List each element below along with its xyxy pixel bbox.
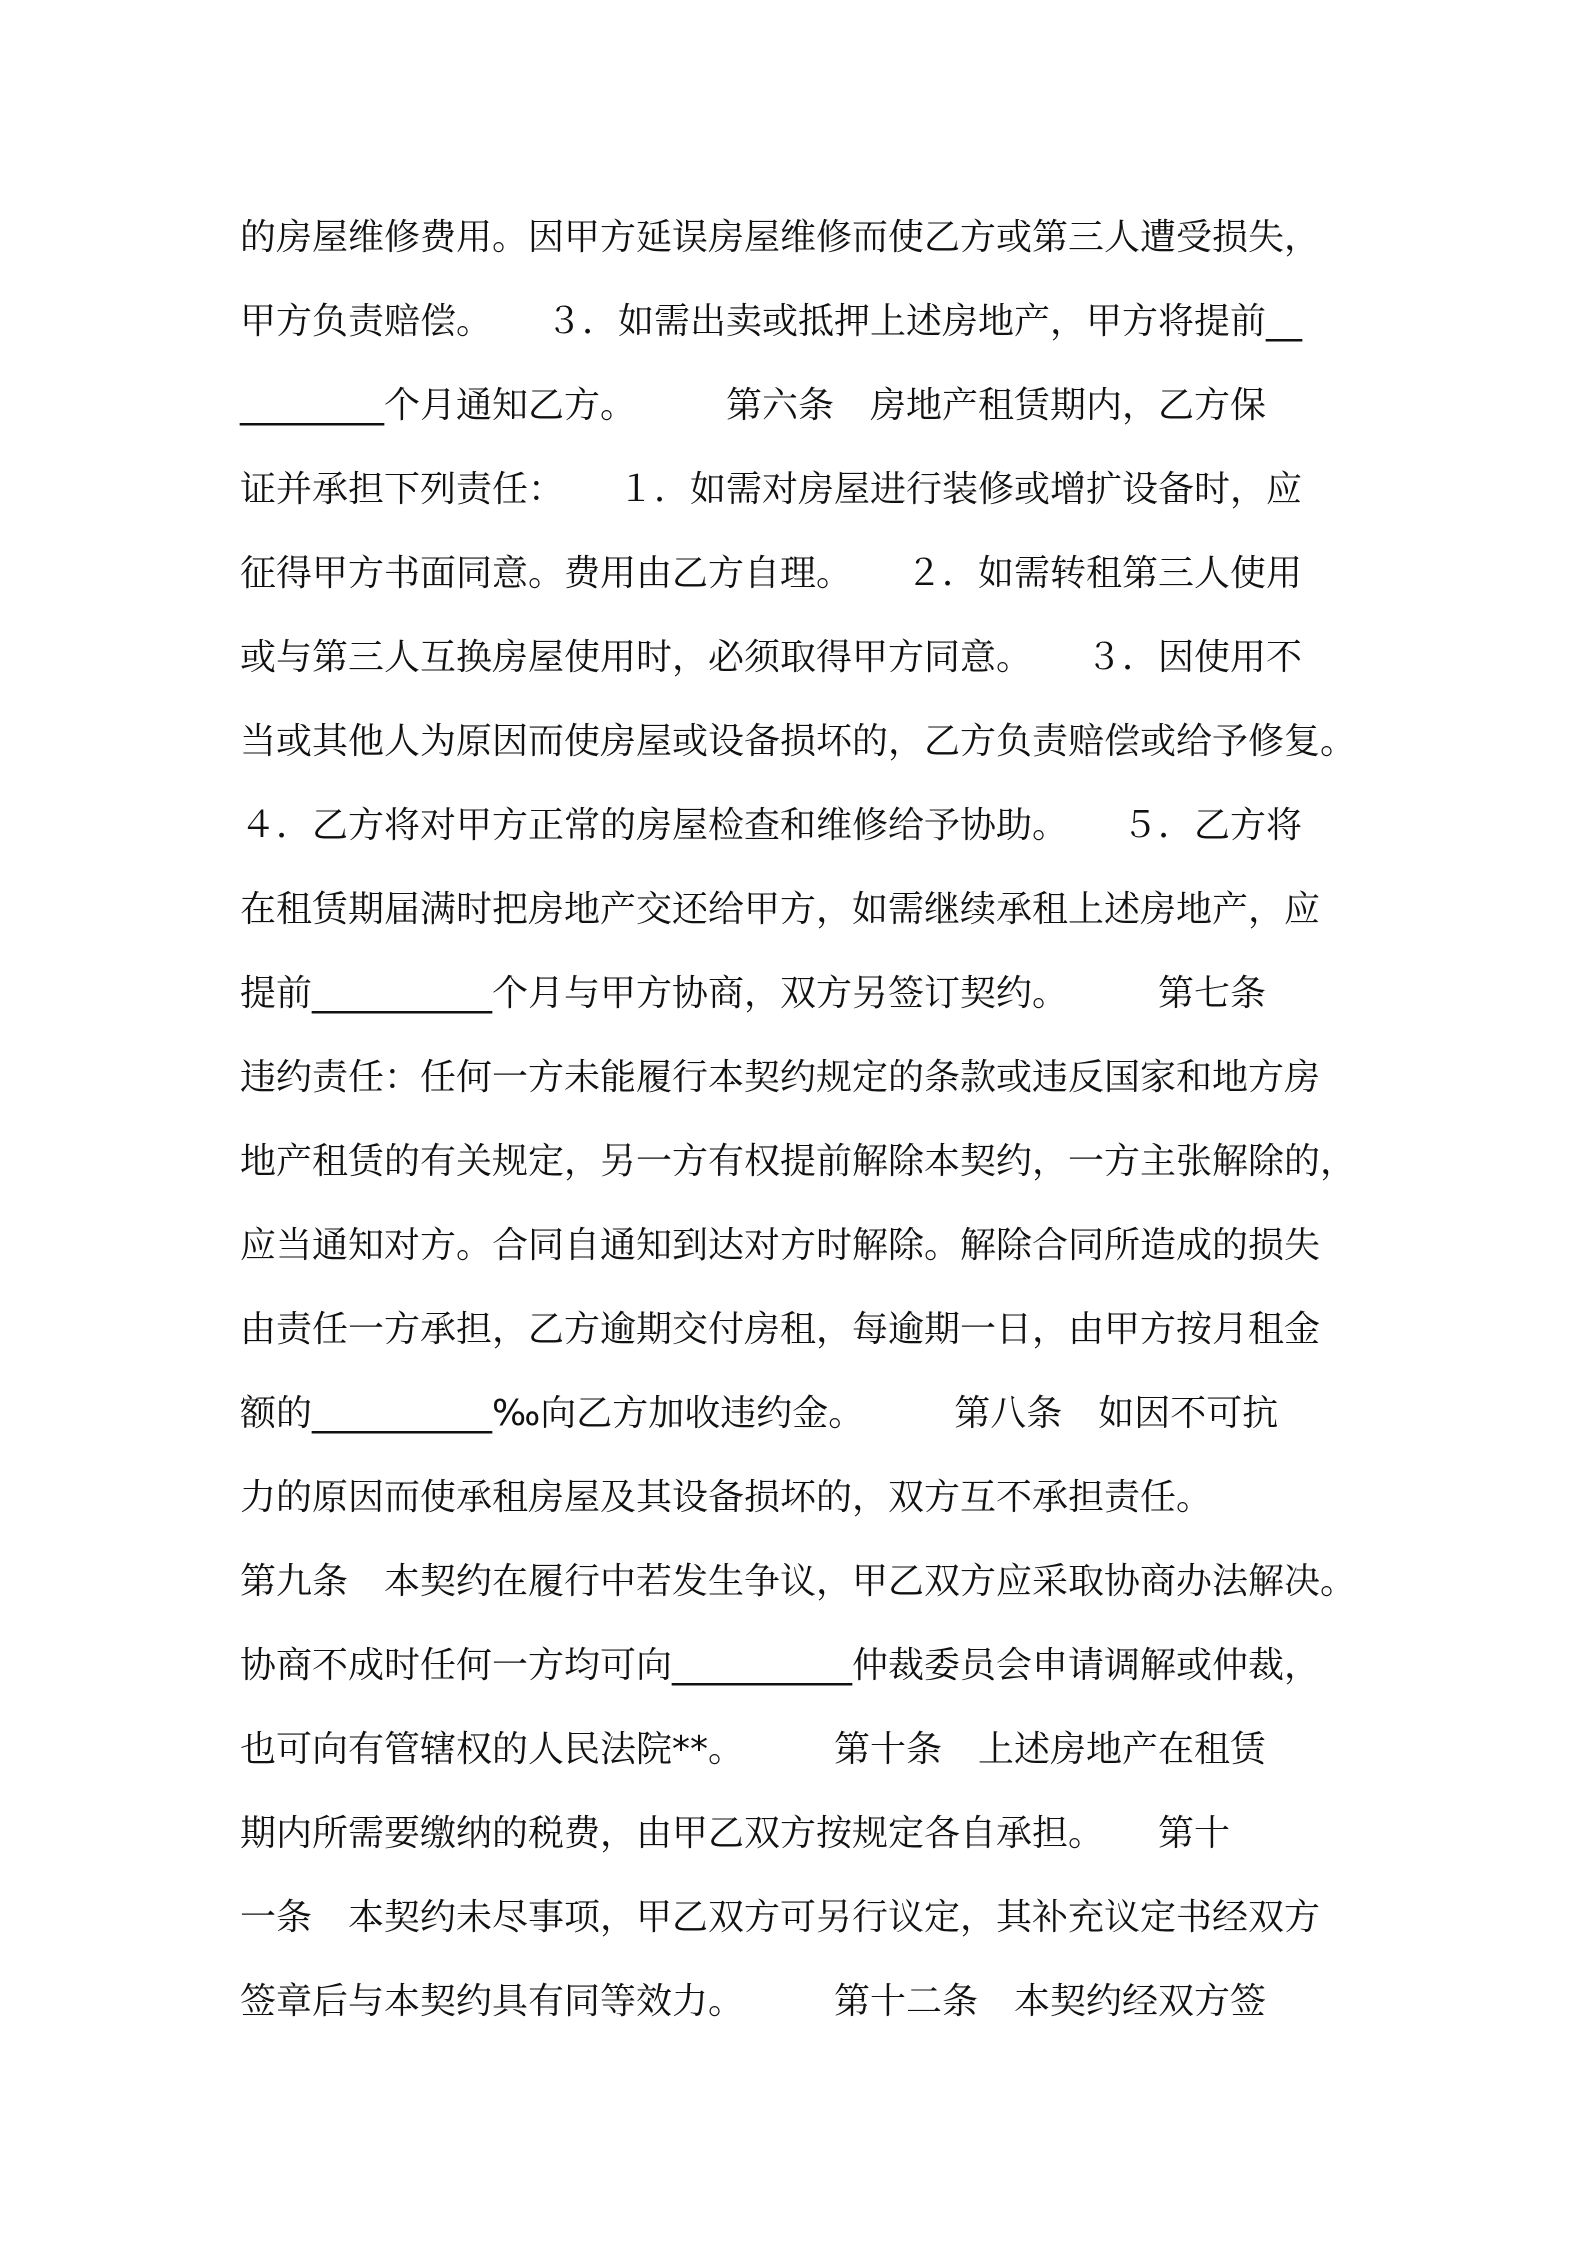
text-line: 证并承担下列责任： １．如需对房屋进行装修或增扩设备时，应 (240, 469, 1303, 510)
text-line: 一条 本契约未尽事项，甲乙双方可另行议定，其补充议定书经双方 (240, 1897, 1321, 1938)
text-line: 当或其他人为原因而使房屋或设备损坏的，乙方负责赔偿或给予修复。 (240, 721, 1357, 762)
contract-text-body (240, 196, 1380, 2044)
text-line: 第九条 本契约在履行中若发生争议，甲乙双方应采取协商办法解决。 (240, 1561, 1357, 1602)
text-line: 或与第三人互换房屋使用时，必须取得甲方同意。 ３．因使用不 (240, 637, 1303, 678)
text-line: 甲方负责赔偿。 ３．如需出卖或抵押上述房地产，甲方将提前__ (240, 301, 1303, 342)
text-line: 由责任一方承担，乙方逾期交付房租，每逾期一日，由甲方按月租金 (240, 1309, 1321, 1350)
text-line: 期内所需要缴纳的税费，由甲乙双方按规定各自承担。 第十 (240, 1813, 1231, 1854)
text-line: 也可向有管辖权的人民法院**。 第十条 上述房地产在租赁 (240, 1729, 1267, 1770)
text-line: 征得甲方书面同意。费用由乙方自理。 ２．如需转租第三人使用 (240, 553, 1303, 594)
text-line: 在租赁期届满时把房地产交还给甲方，如需继续承租上述房地产，应 (240, 889, 1321, 930)
text-line: 违约责任：任何一方未能履行本契约规定的条款或违反国家和地方房 (240, 1057, 1321, 1098)
text-line: 的房屋维修费用。因甲方延误房屋维修而使乙方或第三人遭受损失， (240, 217, 1321, 258)
text-line: 额的__________‰向乙方加收违约金。 第八条 如因不可抗 (240, 1393, 1279, 1434)
text-line: ４．乙方将对甲方正常的房屋检查和维修给予协助。 ５．乙方将 (240, 805, 1303, 846)
text-line: 地产租赁的有关规定，另一方有权提前解除本契约，一方主张解除的， (240, 1141, 1357, 1182)
text-line: 应当通知对方。合同自通知到达对方时解除。解除合同所造成的损失 (240, 1225, 1321, 1266)
text-line: 签章后与本契约具有同等效力。 第十二条 本契约经双方签 (240, 1981, 1267, 2022)
text-line: 提前__________个月与甲方协商，双方另签订契约。 第七条 (240, 973, 1267, 1014)
text-line: ________个月通知乙方。 第六条 房地产租赁期内，乙方保 (240, 385, 1267, 426)
text-line: 力的原因而使承租房屋及其设备损坏的，双方互不承担责任。 (240, 1477, 1213, 1518)
text-line: 协商不成时任何一方均可向__________仲裁委员会申请调解或仲裁， (240, 1645, 1321, 1686)
